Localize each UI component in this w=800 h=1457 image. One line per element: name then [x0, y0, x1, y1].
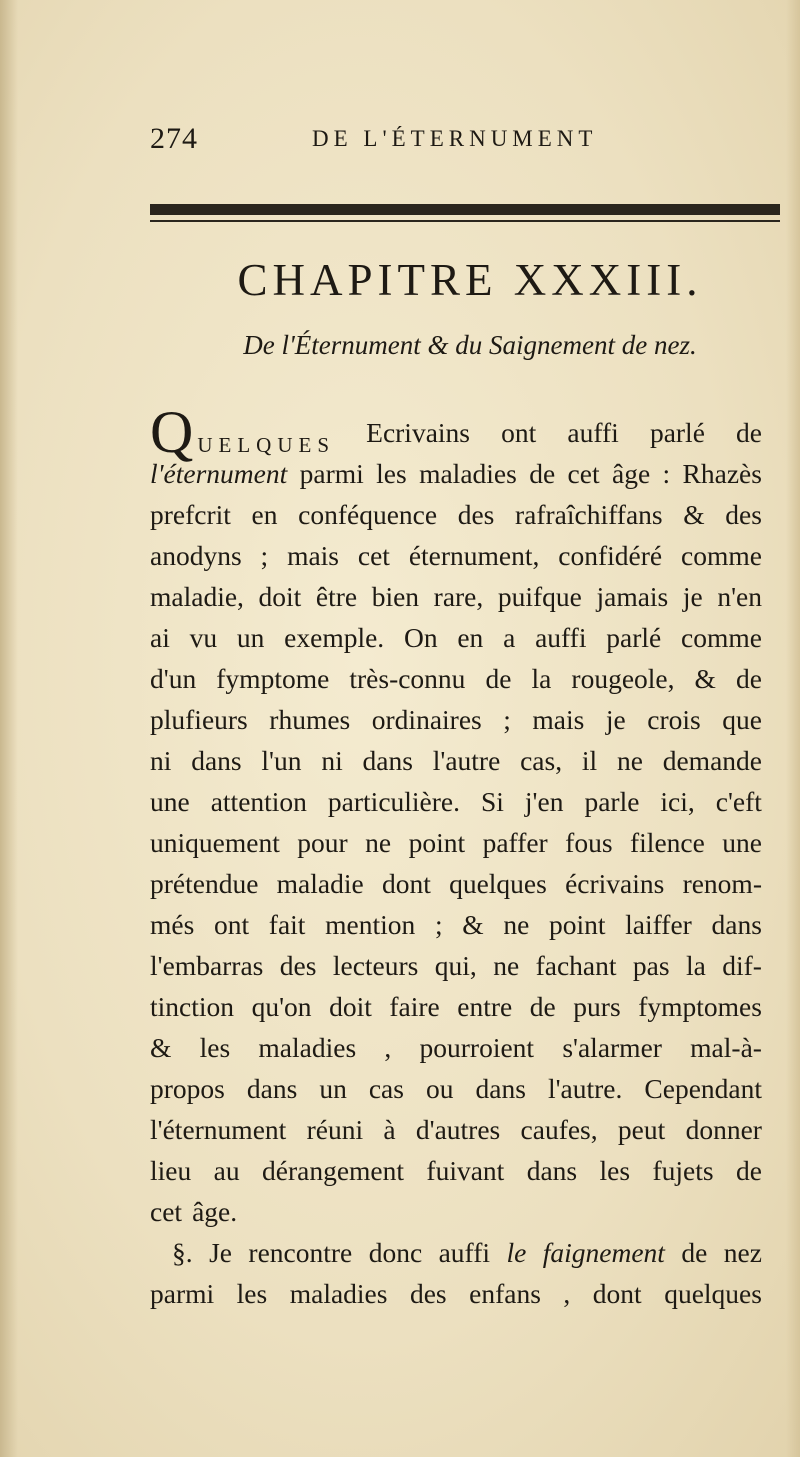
word: l'éternument — [150, 1114, 287, 1145]
page-number: 274 — [150, 122, 198, 155]
word: donc — [368, 1237, 423, 1268]
word: l'embarras — [150, 950, 264, 981]
text-line — [150, 863, 762, 904]
word: rougeole, — [571, 663, 675, 694]
word: uniquement — [150, 827, 280, 858]
text-line — [150, 740, 762, 781]
word: dif- — [722, 950, 762, 981]
word: propos — [150, 1073, 225, 1104]
word: d'autres — [415, 1114, 501, 1145]
word: je — [605, 704, 626, 735]
word: pour — [297, 827, 348, 858]
word: tinction — [150, 991, 235, 1022]
word: écrivains — [565, 868, 665, 899]
word: parmi — [150, 1278, 215, 1309]
word: cet — [567, 458, 600, 489]
word: une — [722, 827, 762, 858]
word: parmi — [299, 458, 364, 489]
word: très-connu — [349, 663, 466, 694]
word: le — [506, 1237, 527, 1268]
word: qu'on — [251, 991, 312, 1022]
word: rafraîchiffans — [515, 499, 663, 530]
word: fymptome — [216, 663, 330, 694]
word: peut — [617, 1114, 666, 1145]
word: caufes, — [520, 1114, 598, 1145]
word: dans — [191, 745, 242, 776]
word: fachant — [535, 950, 617, 981]
word: des — [457, 499, 495, 530]
word: pourroient — [419, 1032, 535, 1063]
word: maladies — [289, 1278, 388, 1309]
word: lecteurs — [332, 950, 419, 981]
word: dans — [711, 909, 762, 940]
word: Cependant — [644, 1073, 762, 1104]
word: point — [408, 827, 466, 858]
word: prétendue — [150, 868, 259, 899]
word: l'autre. — [547, 1073, 623, 1104]
word: prefcrit — [150, 499, 231, 530]
word: ; — [260, 540, 269, 571]
word: mais — [532, 704, 585, 735]
word: : — [662, 458, 671, 489]
word: de — [735, 1155, 762, 1186]
word: ; — [503, 704, 511, 735]
word: auffi — [567, 417, 619, 448]
word: faignement — [542, 1237, 665, 1268]
word: renom- — [682, 868, 762, 899]
text-line — [150, 1027, 762, 1068]
word: ne — [493, 950, 520, 981]
word: parle — [584, 786, 640, 817]
word: entre — [457, 991, 513, 1022]
word: âge — [611, 458, 651, 489]
word: particulière. — [327, 786, 460, 817]
text-line — [150, 658, 762, 699]
chapter-title: CHAPITRE XXXIII. — [237, 255, 703, 305]
word: a — [503, 622, 516, 653]
word: fujets — [652, 1155, 714, 1186]
word: la — [531, 663, 552, 694]
text-line — [150, 1191, 762, 1232]
word: dans — [246, 1073, 298, 1104]
word: fous — [565, 827, 613, 858]
word: attention — [210, 786, 307, 817]
word: dont — [592, 1278, 642, 1309]
word: jamais — [596, 581, 669, 612]
word: en — [251, 499, 278, 530]
word: dont — [381, 868, 431, 899]
word: enfans — [469, 1278, 541, 1309]
word: une — [150, 786, 190, 817]
ornamental-rule-thick — [150, 204, 780, 215]
word: filence — [630, 827, 705, 858]
text-line — [150, 781, 762, 822]
word: de — [681, 1237, 708, 1268]
word: cas, — [520, 745, 563, 776]
word: réuni — [306, 1114, 364, 1145]
word: On — [403, 622, 438, 653]
word: ou — [425, 1073, 454, 1104]
word: point — [548, 909, 606, 940]
word: purs — [573, 991, 621, 1022]
word: maladie, — [150, 581, 244, 612]
word: ne — [616, 745, 643, 776]
word: fuivant — [426, 1155, 505, 1186]
word: la — [685, 950, 706, 981]
word: des — [409, 1278, 447, 1309]
word: conféquence — [298, 499, 438, 530]
word: crois — [647, 704, 701, 735]
word: , — [384, 1032, 392, 1063]
word: laiffer — [625, 909, 692, 940]
text-line — [150, 1232, 762, 1273]
word: mention — [325, 909, 416, 940]
word: & — [462, 909, 484, 940]
word: Si — [480, 786, 504, 817]
word: parlé — [649, 417, 705, 448]
small-caps-word: UELQUES — [197, 433, 336, 457]
word: comme — [680, 540, 762, 571]
word: ne — [503, 909, 530, 940]
word: & — [683, 499, 705, 530]
word: faire — [389, 991, 440, 1022]
word: confidéré — [558, 540, 663, 571]
word: maladies — [419, 458, 517, 489]
text-line — [150, 1068, 762, 1109]
text-line — [150, 576, 762, 617]
word: ont — [501, 417, 537, 448]
word: que — [722, 704, 762, 735]
word: je — [682, 581, 703, 612]
word: les — [599, 1155, 631, 1186]
word: paffer — [482, 827, 548, 858]
text-line — [150, 1150, 762, 1191]
text-line — [150, 1273, 762, 1314]
word: demande — [662, 745, 762, 776]
chapter-subtitle: De l'Éternument & du Saignement de nez. — [243, 330, 697, 360]
word: doit — [258, 581, 302, 612]
word: rhumes — [269, 704, 351, 735]
word: & — [694, 663, 716, 694]
word: parlé — [606, 622, 662, 653]
word: ont — [213, 909, 250, 940]
word: d'un — [150, 663, 197, 694]
text-line — [150, 617, 762, 658]
word: en — [457, 622, 484, 653]
word: âge. — [192, 1196, 238, 1227]
text-line — [150, 1109, 762, 1150]
word: dans — [526, 1155, 578, 1186]
word: anodyns — [150, 540, 242, 571]
text-line — [150, 904, 762, 945]
word: un — [236, 622, 265, 653]
word: ni — [321, 745, 343, 776]
word: les — [236, 1278, 268, 1309]
drop-cap: Q — [150, 399, 194, 465]
text-line — [150, 453, 762, 494]
word: au — [213, 1155, 240, 1186]
word: fait — [268, 909, 306, 940]
text-line — [150, 822, 762, 863]
word: de — [485, 663, 512, 694]
word: auffi — [535, 622, 587, 653]
word: plufieurs — [150, 704, 248, 735]
word: Ecrivains — [366, 417, 470, 448]
text-line — [150, 494, 762, 535]
word: un — [319, 1073, 347, 1104]
word: j'en — [524, 786, 564, 817]
word: rare, — [433, 581, 484, 612]
running-head — [150, 122, 790, 162]
word: doit — [329, 991, 372, 1022]
word: dans — [475, 1073, 526, 1104]
page-edge-shadow — [786, 0, 800, 1457]
word: cas — [368, 1073, 404, 1104]
word: lieu — [150, 1155, 192, 1186]
ornamental-rule-thin — [150, 220, 780, 222]
word: més — [150, 909, 195, 940]
word: auffi — [438, 1237, 491, 1268]
word: des — [279, 950, 317, 981]
word: ; — [434, 909, 443, 940]
word: mais — [287, 540, 340, 571]
word: maladie — [276, 868, 364, 899]
word: bien — [371, 581, 420, 612]
word: l'un — [261, 745, 302, 776]
word: éternument, — [408, 540, 540, 571]
word: cet — [357, 540, 390, 571]
word: exemple. — [284, 622, 385, 653]
text-line — [150, 399, 762, 465]
word: c'eft — [715, 786, 762, 817]
word: ordinaires — [371, 704, 482, 735]
word: comme — [680, 622, 762, 653]
word: fymptomes — [638, 991, 762, 1022]
word: les — [199, 1032, 231, 1063]
word: de — [735, 663, 762, 694]
word: quelques — [664, 1278, 762, 1309]
word: dans — [362, 745, 413, 776]
word: & — [150, 1032, 172, 1063]
word: l'éternument — [150, 458, 288, 489]
word: maladies — [258, 1032, 357, 1063]
word: à — [383, 1114, 396, 1145]
word: de — [529, 991, 556, 1022]
word: ai — [150, 622, 170, 653]
word: s'alarmer — [562, 1032, 662, 1063]
word: être — [315, 581, 358, 612]
word: dérangement — [262, 1155, 405, 1186]
word: vu — [189, 622, 218, 653]
word: rencontre — [248, 1237, 353, 1268]
word: mal-à- — [690, 1032, 762, 1063]
word: , — [563, 1278, 571, 1309]
running-head-title: DE L'ÉTERNUMENT — [312, 126, 598, 151]
word: qui, — [434, 950, 477, 981]
page-gutter-shadow — [0, 0, 18, 1457]
text-line — [150, 945, 762, 986]
word: donner — [685, 1114, 762, 1145]
text-line — [150, 535, 762, 576]
body-text — [150, 399, 762, 1314]
word: l'autre — [432, 745, 501, 776]
word: de — [529, 458, 556, 489]
word: de — [736, 417, 762, 448]
word: nez — [723, 1237, 762, 1268]
word: puifque — [497, 581, 582, 612]
word: il — [581, 745, 598, 776]
word: n'en — [717, 581, 762, 612]
word: pas — [632, 950, 670, 981]
word: ne — [365, 827, 392, 858]
word: ni — [150, 745, 172, 776]
word: ici, — [660, 786, 695, 817]
word: quelques — [449, 868, 547, 899]
word: Rhazès — [682, 458, 762, 489]
text-line — [150, 699, 762, 740]
word: Je — [209, 1237, 232, 1268]
word: des — [725, 499, 762, 530]
text-line — [150, 986, 762, 1027]
opening-word — [150, 399, 336, 465]
word: les — [376, 458, 407, 489]
word: cet — [150, 1196, 183, 1227]
word: §. — [172, 1237, 193, 1268]
